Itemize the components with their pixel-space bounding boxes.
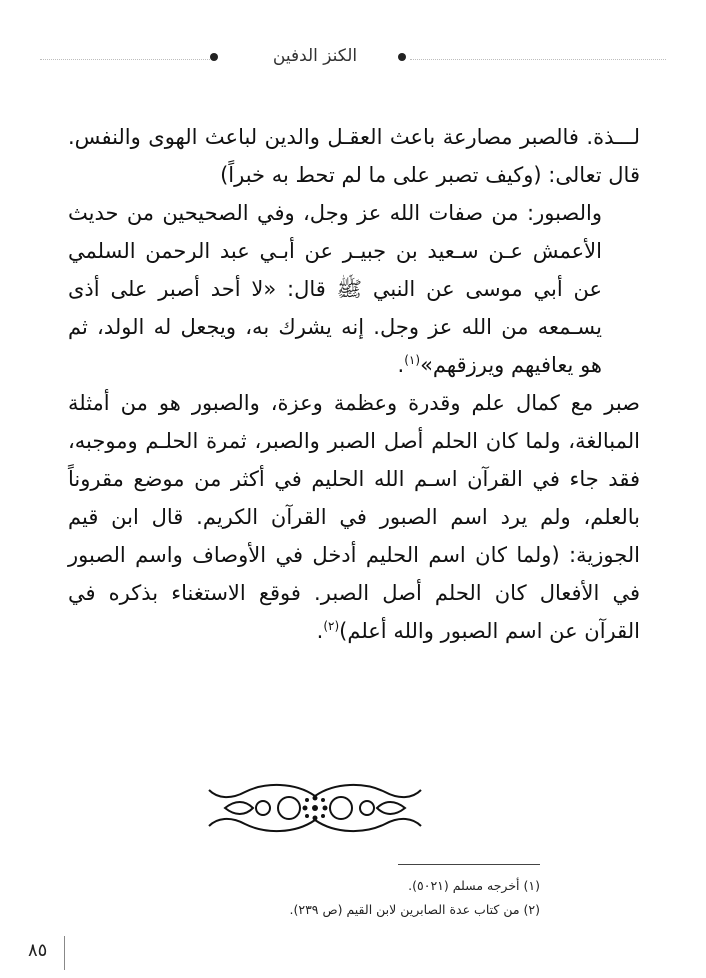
page-number-bar (64, 936, 65, 970)
paragraph-2-end: . (397, 353, 405, 377)
paragraph-2 (68, 194, 640, 384)
running-header (0, 40, 706, 80)
ornament-divider (205, 778, 425, 838)
header-rule-right (410, 59, 666, 60)
footnote-ref-1[interactable]: (١) (404, 353, 421, 367)
footnote-1: (١) أخرجه مسلم (٥٠٢١). (408, 878, 540, 893)
footnote-rule (398, 864, 540, 865)
paragraph-3-text: صبر مع كمال علم وقدرة وعظمة وعزة، والصبور هو من أمثلة المبالغة، ولما كان الحلم أصل الصبر والصبر، ثمرة الحلـم وموجبه، فقد جاء في القرآن اسـم الله الحليم في أكثر من موضع مقروناً بالعلم، ولم يرد اسم الصبور في القرآن الكريم. قال ابن قيم الجوزية: (ولما كان اسم الحليم أدخل في الأوصاف واسم الصبور في الأفعال كان الحلم أصل الصبر. فوقع الاستغناء بذكره في القرآن عن اسم الصبور والله أعلم) (68, 391, 640, 643)
header-bullet-left (210, 53, 218, 61)
paragraph-3 (68, 384, 640, 650)
footnotes (160, 874, 540, 922)
footnote-ref-2[interactable]: (٢) (323, 619, 340, 633)
header-bullet-right (398, 53, 406, 61)
footnote-2: (٢) من كتاب عدة الصابرين لابن القيم (ص ٢٣٩). (289, 902, 540, 917)
paragraph-1 (68, 118, 640, 194)
paragraph-2-text: والصبور: من صفات الله عز وجل، وفي الصحيحين من حديث الأعمش عـن سـعيد بن جبيـر عن أبـي عبد الرحمن السلمي عن أبي موسى عن النبي ﷺ قال: «لا أحد أصبر على أذى يسـمعه من الله عز وجل. إنه يشرك به، ويجعل له الولد، ثم هو يعافيهم ويرزقهم» (68, 201, 602, 377)
paragraph-3-end: . (316, 619, 324, 643)
header-rule-left (40, 59, 210, 60)
page-number: ٨٥ (28, 940, 48, 961)
paragraph-1-text: لـــذة. فالصبر مصارعة باعث العقـل والدين لباعث الهوى والنفس. قال تعالى: (وكيف تصبر على ما لم تحط به خبراً) (68, 125, 640, 187)
header-title: الكنز الدفين (272, 46, 358, 66)
body-text (68, 118, 640, 650)
